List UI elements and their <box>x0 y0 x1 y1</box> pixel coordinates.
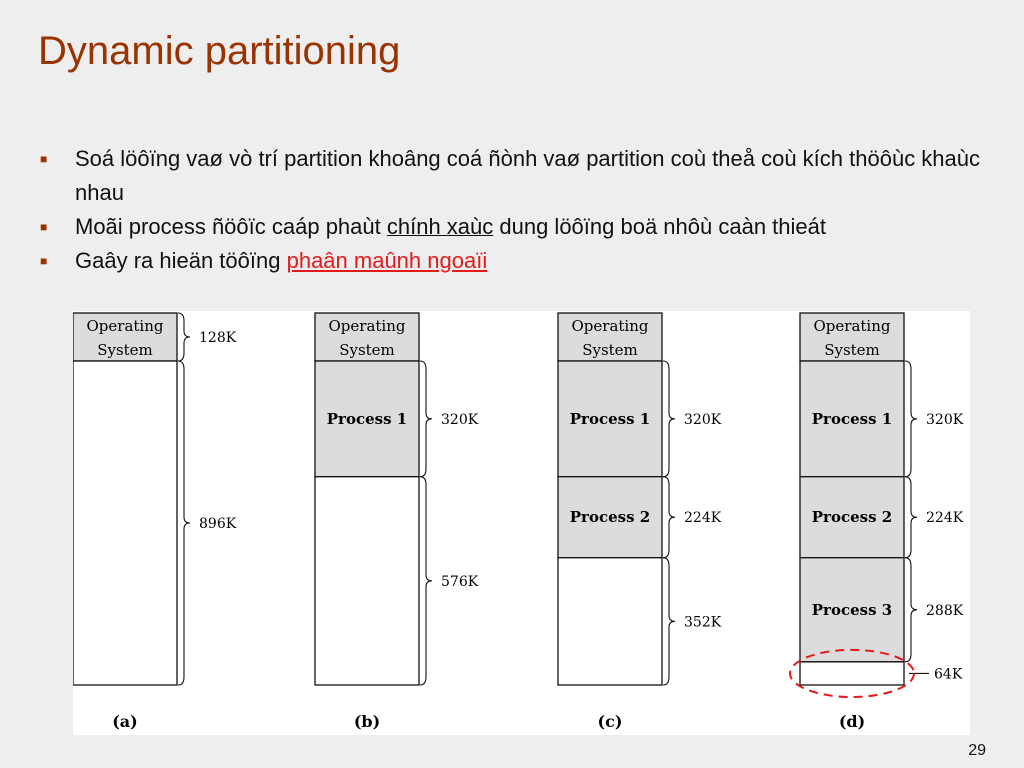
block-size-label: 288K <box>926 602 964 619</box>
process-label: Process 2 <box>569 508 651 527</box>
bullet-list <box>38 142 988 278</box>
os-label: Operating <box>86 317 164 335</box>
os-label: Operating <box>328 317 406 335</box>
figure-caption: (a) <box>112 712 138 731</box>
bullet-highlight-link[interactable]: phaân maûnh ngoaïi <box>286 248 488 273</box>
bullet-marker-icon: ■ <box>40 220 48 234</box>
size-brace <box>663 558 675 685</box>
page-number: 29 <box>968 742 986 759</box>
bullet-text: Moãi process ñöôïc caáp phaùt <box>75 214 387 239</box>
free-block <box>800 662 904 685</box>
figure-caption: (b) <box>353 712 381 731</box>
figure-caption: (c) <box>597 712 623 731</box>
size-brace <box>905 477 917 558</box>
figure-caption: (d) <box>838 712 866 731</box>
size-brace <box>905 361 917 477</box>
bullet-marker-icon: ■ <box>40 254 48 268</box>
process-label: Process 1 <box>326 409 408 428</box>
block-size-label: 896K <box>199 516 237 532</box>
block-size-label: 576K <box>441 573 479 590</box>
bullet-text: Soá löôïng vaø vò trí partition khoâng coá ñònh vaø partition coù theå coù kích thöôùc khaùc nhau <box>75 146 981 205</box>
size-brace <box>178 313 190 361</box>
os-label: System <box>582 341 638 359</box>
block-size-label: 320K <box>926 411 964 428</box>
process-label: Process 1 <box>569 409 651 428</box>
size-brace <box>905 558 917 662</box>
bullet-item <box>38 244 988 278</box>
size-brace <box>178 361 190 685</box>
bullet-item <box>38 142 988 210</box>
block-size-label: 352K <box>684 614 722 631</box>
block-size-label: 224K <box>684 510 722 527</box>
process-label: Process 2 <box>811 508 893 527</box>
os-label: System <box>339 341 395 359</box>
slide-title: Dynamic partitioning <box>38 29 401 73</box>
process-label: Process 1 <box>811 409 893 428</box>
os-label: Operating <box>571 317 649 335</box>
block-size-label: 320K <box>441 411 479 428</box>
os-label: System <box>97 341 153 359</box>
size-brace <box>663 361 675 477</box>
free-block <box>73 361 177 685</box>
partition-diagram <box>73 311 970 735</box>
block-size-label: 224K <box>926 510 964 527</box>
bullet-item <box>38 210 988 244</box>
bullet-text: Gaây ra hieän töôïng <box>75 248 287 273</box>
size-brace <box>420 477 432 685</box>
process-label: Process 3 <box>811 600 893 619</box>
os-label: System <box>824 341 880 359</box>
memory-partition-figure <box>73 311 970 735</box>
bullet-marker-icon: ■ <box>40 152 48 166</box>
size-brace <box>663 477 675 558</box>
bullet-underlined-text: chính xaùc <box>386 214 494 239</box>
free-block <box>558 558 662 685</box>
os-size-label: 128K <box>199 330 237 346</box>
free-block <box>315 477 419 685</box>
size-brace <box>420 361 432 477</box>
block-size-label: 64K <box>934 666 963 683</box>
os-label: Operating <box>813 317 891 335</box>
block-size-label: 320K <box>684 411 722 428</box>
bullet-text: dung löôïng boä nhôù caàn thieát <box>493 214 826 239</box>
